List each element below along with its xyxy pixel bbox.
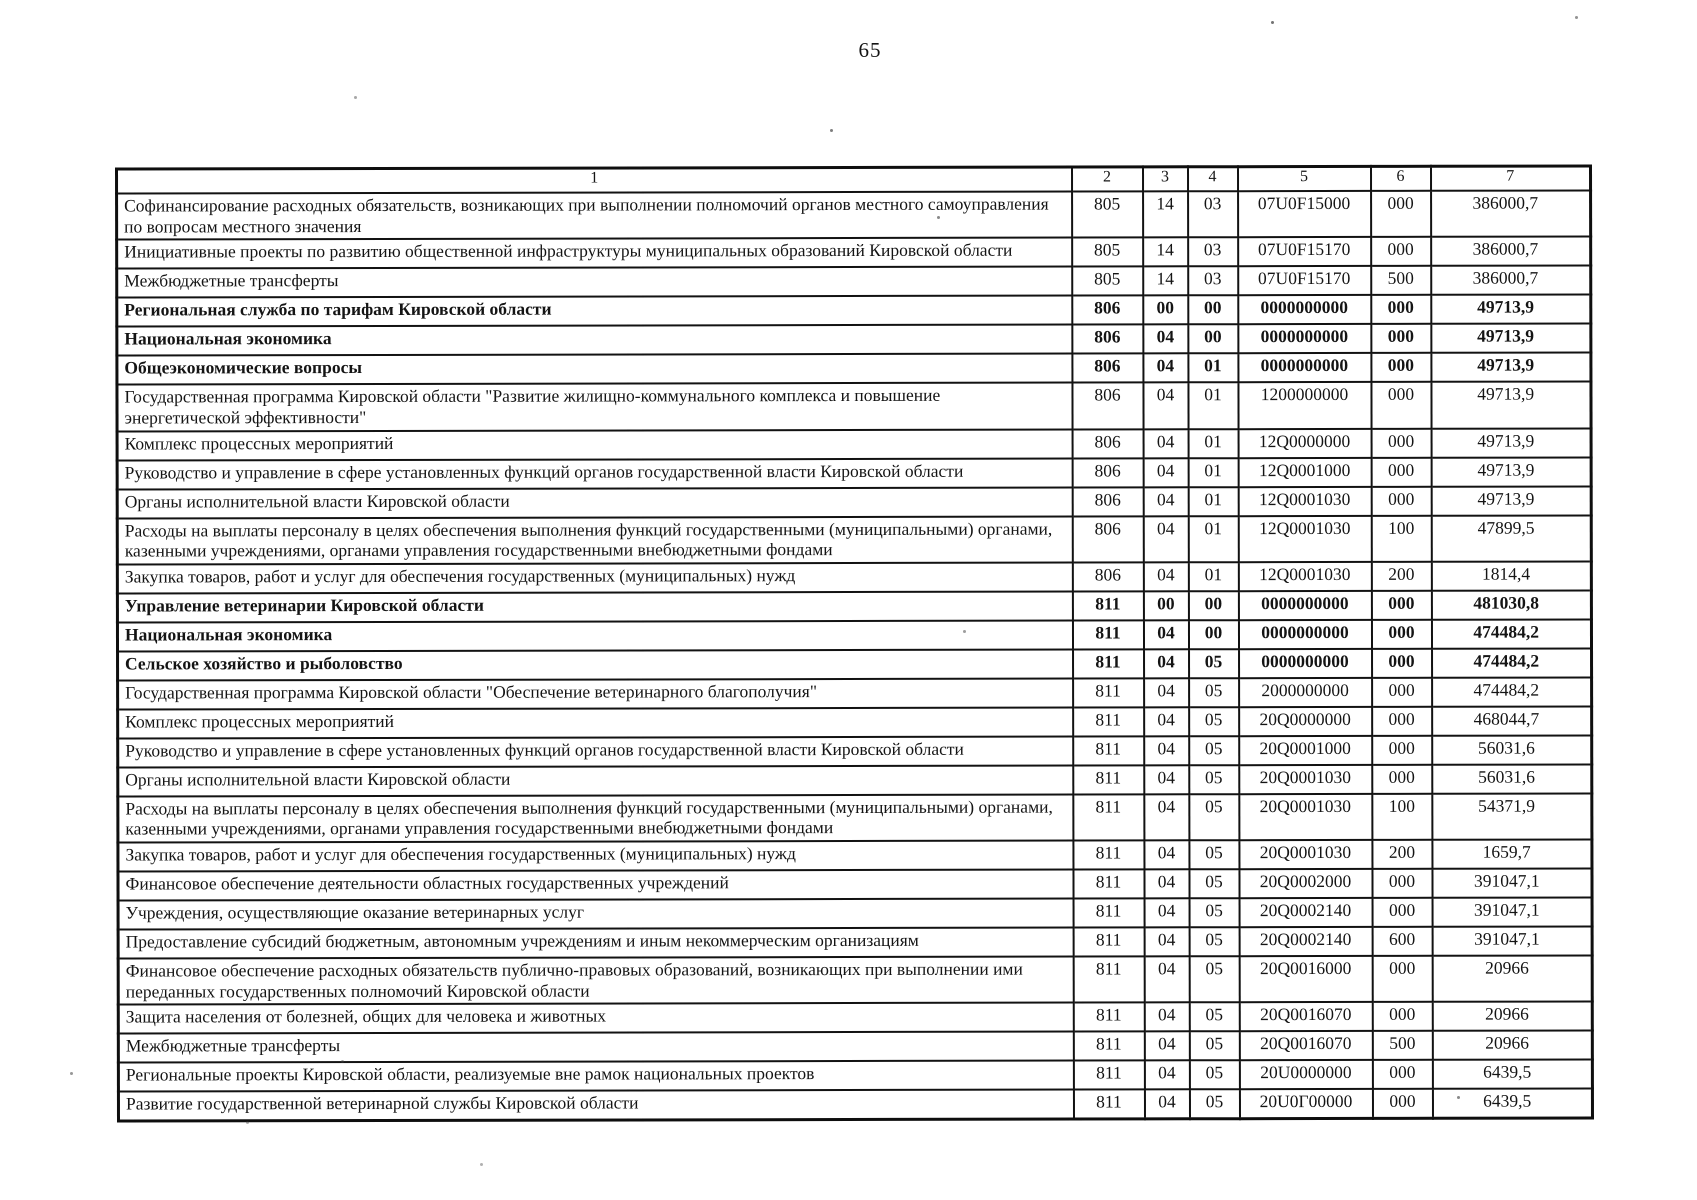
- row-name-cell: Государственная программа Кировской области "Обеспечение ветеринарного благополучия": [118, 678, 1073, 709]
- row-section-cell: 14: [1143, 267, 1188, 296]
- row-section-cell: 04: [1143, 487, 1188, 516]
- row-target-article-cell: 20Q0016070: [1239, 1002, 1372, 1031]
- row-target-article-cell: 20Q0001030: [1239, 765, 1372, 794]
- row-expense-type-cell: 000: [1371, 428, 1431, 457]
- table-row: [118, 956, 1592, 1005]
- row-subsection-cell: 05: [1189, 678, 1239, 707]
- row-section-cell: 04: [1144, 927, 1189, 956]
- row-name-cell: Региональные проекты Кировской области, реализуемые вне рамок национальных проектов: [118, 1061, 1073, 1092]
- table-row: [117, 190, 1591, 239]
- row-grbs-cell: 806: [1072, 487, 1143, 516]
- row-amount-cell: 56031,6: [1432, 764, 1592, 793]
- table-row: [117, 324, 1591, 356]
- row-subsection-cell: 01: [1188, 382, 1238, 428]
- row-target-article-cell: 0000000000: [1238, 295, 1371, 324]
- row-expense-type-cell: 000: [1371, 620, 1431, 649]
- row-expense-type-cell: 000: [1372, 1060, 1432, 1089]
- table-row: [118, 1031, 1592, 1063]
- row-grbs-cell: 811: [1073, 765, 1144, 794]
- row-amount-cell: 49713,9: [1431, 353, 1591, 382]
- row-target-article-cell: 2000000000: [1239, 678, 1372, 707]
- row-grbs-cell: 805: [1072, 191, 1143, 237]
- row-subsection-cell: 01: [1188, 353, 1238, 382]
- row-amount-cell: 49713,9: [1431, 324, 1591, 353]
- row-section-cell: 04: [1143, 458, 1188, 487]
- row-name-cell: Национальная экономика: [117, 325, 1072, 356]
- row-target-article-cell: 0000000000: [1238, 353, 1371, 382]
- row-amount-cell: 481030,8: [1431, 590, 1591, 619]
- row-section-cell: 04: [1143, 325, 1188, 354]
- table-row: [118, 764, 1592, 796]
- row-grbs-cell: 811: [1073, 1003, 1144, 1032]
- row-target-article-cell: 12Q0001000: [1238, 457, 1371, 486]
- row-target-article-cell: 20Q0002140: [1239, 898, 1372, 927]
- row-name-cell: Закупка товаров, работ и услуг для обеспечения государственных (муниципальных) нужд: [118, 841, 1073, 872]
- row-expense-type-cell: 100: [1371, 515, 1431, 561]
- row-amount-cell: 391047,1: [1432, 927, 1592, 956]
- row-grbs-cell: 805: [1072, 267, 1143, 296]
- row-section-cell: 04: [1144, 649, 1189, 678]
- row-name-cell: Национальная экономика: [117, 620, 1072, 651]
- row-expense-type-cell: 200: [1371, 562, 1431, 591]
- row-grbs-cell: 811: [1073, 1090, 1144, 1120]
- table-row: [118, 706, 1592, 738]
- table-row: [118, 1002, 1592, 1034]
- row-subsection-cell: 05: [1189, 927, 1239, 956]
- row-subsection-cell: 01: [1188, 429, 1238, 458]
- table-row: [117, 457, 1591, 489]
- row-grbs-cell: 811: [1073, 707, 1144, 736]
- row-amount-cell: 20966: [1432, 956, 1592, 1003]
- row-subsection-cell: 05: [1189, 707, 1239, 736]
- row-name-cell: Региональная служба по тарифам Кировской области: [117, 296, 1072, 327]
- row-grbs-cell: 806: [1072, 296, 1143, 325]
- row-expense-type-cell: 500: [1371, 266, 1431, 295]
- budget-table: [115, 164, 1594, 1122]
- row-name-cell: Закупка товаров, работ и услуг для обеспечения государственных (муниципальных) нужд: [117, 562, 1072, 593]
- table-row: [118, 1089, 1592, 1122]
- row-target-article-cell: 12Q0001030: [1238, 562, 1371, 591]
- row-section-cell: 04: [1143, 516, 1188, 562]
- row-target-article-cell: 20Q0002000: [1239, 869, 1372, 898]
- row-amount-cell: 20966: [1432, 1002, 1592, 1031]
- table-row: [118, 1060, 1592, 1092]
- column-header-4: 4: [1188, 167, 1238, 192]
- row-subsection-cell: 03: [1188, 266, 1238, 295]
- row-section-cell: 04: [1144, 956, 1189, 1002]
- table-row: [117, 590, 1591, 622]
- table-header-row: [117, 166, 1591, 194]
- table-row: [117, 619, 1591, 651]
- row-amount-cell: 47899,5: [1431, 515, 1591, 562]
- row-target-article-cell: 0000000000: [1238, 620, 1371, 649]
- row-amount-cell: 386000,7: [1431, 266, 1591, 295]
- row-grbs-cell: 806: [1072, 562, 1143, 591]
- row-amount-cell: 56031,6: [1432, 735, 1592, 764]
- row-expense-type-cell: 000: [1372, 736, 1432, 765]
- table-row: [118, 677, 1592, 709]
- table-row: [118, 793, 1592, 842]
- row-name-cell: Расходы на выплаты персоналу в целях обеспечения выполнения функций государственными (муниципальными) органами, казенными учреждениями, органами управления государственными внебюджетными фондами: [118, 794, 1073, 842]
- row-amount-cell: 49713,9: [1431, 382, 1591, 429]
- row-name-cell: Комплекс процессных мероприятий: [118, 707, 1073, 738]
- table-row: [118, 927, 1592, 959]
- row-expense-type-cell: 000: [1372, 1089, 1432, 1119]
- row-section-cell: 04: [1144, 869, 1189, 898]
- row-grbs-cell: 806: [1072, 458, 1143, 487]
- row-target-article-cell: 20Q0002140: [1239, 927, 1372, 956]
- row-target-article-cell: 12Q0001030: [1238, 486, 1371, 515]
- table-row: [117, 353, 1591, 385]
- row-name-cell: Межбюджетные трансферты: [118, 1032, 1073, 1063]
- row-name-cell: Инициативные проекты по развитию общественной инфраструктуры муниципальных образований Кировской области: [117, 238, 1072, 269]
- row-subsection-cell: 05: [1189, 898, 1239, 927]
- row-section-cell: 04: [1144, 840, 1189, 869]
- row-section-cell: 14: [1143, 238, 1188, 267]
- column-header-6: 6: [1371, 166, 1431, 191]
- row-target-article-cell: 0000000000: [1238, 591, 1371, 620]
- row-expense-type-cell: 000: [1371, 486, 1431, 515]
- row-grbs-cell: 811: [1072, 591, 1143, 620]
- row-grbs-cell: 811: [1072, 620, 1143, 649]
- row-subsection-cell: 03: [1188, 237, 1238, 266]
- row-expense-type-cell: 000: [1372, 869, 1432, 898]
- row-expense-type-cell: 000: [1372, 898, 1432, 927]
- row-name-cell: Защита населения от болезней, общих для человека и животных: [118, 1003, 1073, 1034]
- row-subsection-cell: 05: [1189, 649, 1239, 678]
- row-name-cell: Органы исполнительной власти Кировской области: [117, 487, 1072, 518]
- table-row: [118, 735, 1592, 767]
- row-expense-type-cell: 000: [1371, 353, 1431, 382]
- row-amount-cell: 54371,9: [1432, 793, 1592, 840]
- row-amount-cell: 474484,2: [1432, 648, 1592, 677]
- row-name-cell: Сельское хозяйство и рыболовство: [118, 649, 1073, 680]
- table-row: [117, 515, 1591, 564]
- table-row: [117, 237, 1591, 269]
- row-target-article-cell: 20Q0001030: [1239, 794, 1372, 841]
- row-section-cell: 04: [1144, 1003, 1189, 1032]
- row-name-cell: Государственная программа Кировской области "Развитие жилищно-коммунального комплекса и повышение энергетической эффективности": [117, 383, 1072, 431]
- row-amount-cell: 20966: [1432, 1031, 1592, 1060]
- row-expense-type-cell: 000: [1371, 237, 1431, 266]
- row-amount-cell: 6439,5: [1432, 1060, 1592, 1089]
- row-subsection-cell: 03: [1188, 191, 1238, 237]
- row-grbs-cell: 811: [1073, 649, 1144, 678]
- row-expense-type-cell: 000: [1372, 765, 1432, 794]
- row-grbs-cell: 811: [1073, 899, 1144, 928]
- row-expense-type-cell: 000: [1372, 678, 1432, 707]
- row-name-cell: Руководство и управление в сфере установленных функций органов государственной власти Кировской области: [118, 736, 1073, 767]
- row-subsection-cell: 00: [1188, 295, 1238, 324]
- row-name-cell: Учреждения, осуществляющие оказание ветеринарных услуг: [118, 899, 1073, 930]
- row-name-cell: Финансовое обеспечение расходных обязательств публично-правовых образований, возникающих при выполнении ими переданных государственных полномочий Кировской области: [118, 957, 1073, 1005]
- table-row: [118, 648, 1592, 680]
- row-amount-cell: 1814,4: [1431, 561, 1591, 590]
- row-section-cell: 04: [1144, 794, 1189, 840]
- table-row: [117, 295, 1591, 327]
- row-expense-type-cell: 600: [1372, 927, 1432, 956]
- row-grbs-cell: 806: [1072, 516, 1143, 562]
- row-section-cell: 04: [1144, 707, 1189, 736]
- row-amount-cell: 468044,7: [1432, 706, 1592, 735]
- row-expense-type-cell: 000: [1372, 1002, 1432, 1031]
- row-amount-cell: 1659,7: [1432, 840, 1592, 869]
- row-target-article-cell: 20Q0016070: [1239, 1031, 1372, 1060]
- row-expense-type-cell: 000: [1371, 324, 1431, 353]
- row-name-cell: Комплекс процессных мероприятий: [117, 429, 1072, 460]
- row-expense-type-cell: 000: [1372, 707, 1432, 736]
- row-name-cell: Органы исполнительной власти Кировской области: [118, 765, 1073, 796]
- row-subsection-cell: 05: [1189, 956, 1239, 1002]
- row-subsection-cell: 05: [1189, 1090, 1239, 1120]
- row-section-cell: 00: [1143, 591, 1188, 620]
- row-subsection-cell: 05: [1189, 840, 1239, 869]
- row-target-article-cell: 20Q0016000: [1239, 956, 1372, 1003]
- row-target-article-cell: 20Q0001030: [1239, 840, 1372, 869]
- row-subsection-cell: 05: [1189, 736, 1239, 765]
- row-subsection-cell: 05: [1189, 765, 1239, 794]
- row-section-cell: 04: [1144, 678, 1189, 707]
- row-grbs-cell: 806: [1072, 354, 1143, 383]
- row-target-article-cell: 07U0F15000: [1238, 191, 1371, 238]
- row-subsection-cell: 00: [1188, 324, 1238, 353]
- row-grbs-cell: 811: [1073, 928, 1144, 957]
- column-header-2: 2: [1072, 167, 1143, 192]
- table-row: [117, 428, 1591, 460]
- row-target-article-cell: 12Q0000000: [1238, 428, 1371, 457]
- row-subsection-cell: 00: [1188, 591, 1238, 620]
- row-section-cell: 04: [1144, 1032, 1189, 1061]
- row-amount-cell: 49713,9: [1431, 457, 1591, 486]
- row-grbs-cell: 811: [1073, 1061, 1144, 1090]
- row-amount-cell: 391047,1: [1432, 898, 1592, 927]
- row-amount-cell: 474484,2: [1432, 677, 1592, 706]
- row-grbs-cell: 811: [1073, 1032, 1144, 1061]
- row-amount-cell: 6439,5: [1432, 1089, 1592, 1119]
- row-expense-type-cell: 000: [1371, 591, 1431, 620]
- page-number: 65: [858, 38, 882, 62]
- row-subsection-cell: 05: [1189, 1061, 1239, 1090]
- row-amount-cell: 474484,2: [1431, 619, 1591, 648]
- row-subsection-cell: 05: [1189, 1003, 1239, 1032]
- row-name-cell: Межбюджетные трансферты: [117, 267, 1072, 298]
- row-section-cell: 04: [1143, 620, 1188, 649]
- row-section-cell: 04: [1144, 736, 1189, 765]
- row-expense-type-cell: 000: [1371, 191, 1431, 237]
- table-row: [118, 869, 1592, 901]
- table-row: [118, 898, 1592, 930]
- row-target-article-cell: 20Q0001000: [1239, 736, 1372, 765]
- row-section-cell: 04: [1143, 562, 1188, 591]
- row-amount-cell: 49713,9: [1431, 295, 1591, 324]
- row-expense-type-cell: 000: [1371, 457, 1431, 486]
- row-grbs-cell: 811: [1073, 794, 1144, 840]
- scan-noise-specks: [0, 0, 3, 3]
- row-grbs-cell: 806: [1072, 325, 1143, 354]
- row-section-cell: 04: [1143, 354, 1188, 383]
- row-name-cell: Расходы на выплаты персоналу в целях обеспечения выполнения функций государственными (муниципальными) органами, казенными учреждениями, органами управления государственными внебюджетными фондами: [117, 516, 1072, 564]
- row-grbs-cell: 811: [1073, 841, 1144, 870]
- row-subsection-cell: 01: [1188, 458, 1238, 487]
- table-row: [117, 382, 1591, 431]
- row-grbs-cell: 806: [1072, 383, 1143, 429]
- row-subsection-cell: 01: [1188, 562, 1238, 591]
- row-target-article-cell: 12Q0001030: [1238, 515, 1371, 562]
- row-amount-cell: 391047,1: [1432, 869, 1592, 898]
- row-section-cell: 14: [1143, 191, 1188, 237]
- row-target-article-cell: 0000000000: [1238, 324, 1371, 353]
- row-section-cell: 04: [1144, 898, 1189, 927]
- row-section-cell: 04: [1144, 765, 1189, 794]
- row-target-article-cell: 07U0F15170: [1238, 237, 1371, 266]
- row-amount-cell: 49713,9: [1431, 486, 1591, 515]
- table-row: [117, 561, 1591, 593]
- row-target-article-cell: 20U0Г00000: [1239, 1089, 1372, 1119]
- row-amount-cell: 49713,9: [1431, 428, 1591, 457]
- row-expense-type-cell: 100: [1372, 794, 1432, 840]
- column-header-1: 1: [117, 167, 1072, 194]
- row-subsection-cell: 05: [1189, 869, 1239, 898]
- row-subsection-cell: 05: [1189, 794, 1239, 840]
- row-section-cell: 04: [1144, 1061, 1189, 1090]
- row-target-article-cell: 07U0F15170: [1238, 266, 1371, 295]
- row-target-article-cell: 20Q0000000: [1239, 707, 1372, 736]
- row-name-cell: Управление ветеринарии Кировской области: [117, 591, 1072, 622]
- column-header-7: 7: [1431, 166, 1591, 191]
- row-section-cell: 04: [1144, 1090, 1189, 1120]
- row-expense-type-cell: 000: [1372, 649, 1432, 678]
- row-subsection-cell: 05: [1189, 1032, 1239, 1061]
- row-subsection-cell: 01: [1188, 516, 1238, 562]
- row-target-article-cell: 1200000000: [1238, 382, 1371, 429]
- row-grbs-cell: 811: [1073, 870, 1144, 899]
- row-grbs-cell: 811: [1073, 678, 1144, 707]
- row-amount-cell: 386000,7: [1431, 237, 1591, 266]
- row-grbs-cell: 811: [1073, 957, 1144, 1003]
- row-expense-type-cell: 000: [1372, 956, 1432, 1002]
- row-section-cell: 04: [1143, 383, 1188, 429]
- row-expense-type-cell: 000: [1371, 295, 1431, 324]
- row-grbs-cell: 805: [1072, 238, 1143, 267]
- row-name-cell: Развитие государственной ветеринарной службы Кировской области: [118, 1090, 1073, 1122]
- row-expense-type-cell: 500: [1372, 1031, 1432, 1060]
- row-name-cell: Софинансирование расходных обязательств, возникающих при выполнении полномочий органов местного самоуправления по вопросам местного значения: [117, 192, 1072, 240]
- row-name-cell: Финансовое обеспечение деятельности областных государственных учреждений: [118, 870, 1073, 901]
- row-name-cell: Руководство и управление в сфере установленных функций органов государственной власти Кировской области: [117, 458, 1072, 489]
- row-target-article-cell: 20U0000000: [1239, 1060, 1372, 1089]
- table-row: [117, 486, 1591, 518]
- row-section-cell: 04: [1143, 429, 1188, 458]
- table-row: [117, 266, 1591, 298]
- row-expense-type-cell: 000: [1371, 382, 1431, 428]
- row-expense-type-cell: 200: [1372, 840, 1432, 869]
- column-header-3: 3: [1143, 167, 1188, 192]
- row-subsection-cell: 00: [1188, 620, 1238, 649]
- row-grbs-cell: 811: [1073, 736, 1144, 765]
- row-name-cell: Общеэкономические вопросы: [117, 354, 1072, 385]
- row-section-cell: 00: [1143, 296, 1188, 325]
- row-amount-cell: 386000,7: [1431, 190, 1591, 237]
- row-subsection-cell: 01: [1188, 487, 1238, 516]
- row-grbs-cell: 806: [1072, 429, 1143, 458]
- row-name-cell: Предоставление субсидий бюджетным, автономным учреждениям и иным некоммерческим организациям: [118, 928, 1073, 959]
- table-row: [118, 840, 1592, 872]
- row-target-article-cell: 0000000000: [1239, 649, 1372, 678]
- column-header-5: 5: [1238, 166, 1371, 191]
